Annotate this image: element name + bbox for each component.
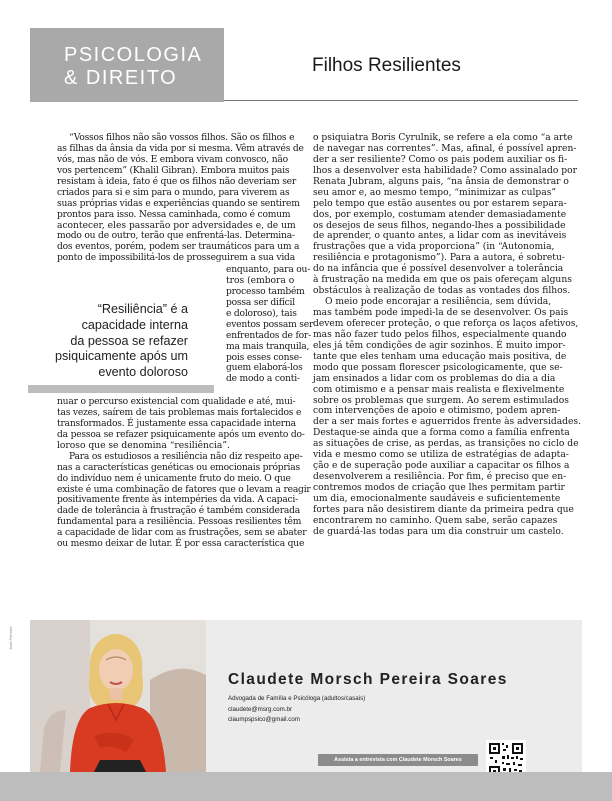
text-line: encontrarem no caminho. Quem sabe, serão capazes [313, 515, 558, 526]
text-line: transformados. É justamente essa capacidade interna [57, 418, 296, 429]
text-line: um dia, emocionalmente saudáveis e suficientemente [313, 493, 561, 504]
text-line: obstáculos à realização de todas as vontades dos filhos. [313, 286, 571, 297]
text-line: resiliência e protagonismo”). Para a autora, é sobretu- [313, 253, 565, 264]
text-line: devem oferecer proteção, o que reforça os laços afetivos, [313, 318, 579, 329]
text-line: vos pertencem” (Khalil Gibran). Embora muitos pais [57, 165, 290, 176]
section-label-line2: & DIREITO [64, 67, 178, 89]
text-line: do na infância que é possível desenvolver a tolerância [313, 264, 564, 275]
text-line: enfrentados de for- [226, 330, 311, 341]
pull-quote-line: capacidade interna [81, 317, 188, 332]
text-line: frustrações que a vida proporciona” (in “Autonomia, [313, 242, 555, 253]
text-line: der a ser resiliente? Como os pais podem auxiliar os fi- [313, 154, 568, 165]
text-line: de aprender, o quanto antes, a lidar com as inevitáveis [313, 231, 567, 242]
text-line: tas vezes, saírem de tais problemas mais fortalecidos e [57, 407, 302, 418]
text-line: mas não fazer tudo pelos filhos, especialmente quando [313, 329, 567, 340]
article-title: Filhos Resilientes [312, 55, 461, 76]
text-line: suas próprias vidas e experiências quando se sentirem [57, 198, 300, 209]
text-line: ção e de superação pode auxiliar a capacitar os filhos a [313, 461, 570, 472]
text-line: eventos possam ser [226, 319, 314, 330]
text-line: de guardá-las todas para um dia construir um castelo. [313, 526, 564, 537]
text-line: dade de tolerância à frustração é também considerada [57, 506, 301, 517]
text-line: acontecer, eles passarão por adversidades e, de um [57, 220, 296, 231]
text-line: a capacidade de lidar com as frustrações, sem se abater [57, 528, 307, 539]
text-line: da pessoa se refazer psiquicamente após um evento do- [57, 429, 305, 440]
text-line: nuar o percurso existencial com qualidade e até, mui- [57, 397, 296, 407]
text-line: pois esses conse- [226, 352, 302, 363]
header-divider [224, 100, 578, 101]
text-line: fortes para não desistirem diante da primeira pedra que [313, 504, 574, 515]
article-column-1-bottom [57, 397, 311, 550]
text-line: do indivíduo nem é unicamente fruto do meio. O que [57, 473, 291, 484]
text-line: vós, mas não de vós. E embora vivam convosco, não [57, 154, 288, 165]
pull-quote-line: da pessoa se refazer [70, 333, 188, 348]
text-line: contremos modos de criação que lhes permitam partir [313, 483, 565, 493]
text-line: possa ser difícil [226, 297, 295, 308]
text-line: com otimismo e a pensar mais realista e flexivelmente [313, 384, 565, 395]
text-line: à frustração na medida em que os pais ofereçam alguns [313, 275, 572, 286]
author-photo-illustration [30, 620, 206, 772]
text-line: de navegar nas correntes”. Mas, afinal, é possível apren- [313, 143, 577, 154]
pull-quote-line: “Resiliência” é a [97, 302, 188, 316]
text-line: pelo tempo que estão ausentes ou por estarem separa- [313, 198, 567, 209]
text-line: ma mais tranquila, [226, 341, 310, 352]
text-line: positivamente frente às intempéries da vida. A capaci- [57, 495, 299, 506]
text-line: sobre os problemas que surgem. Ao serem estimulados [313, 395, 569, 406]
text-line: Para os estudiosos a resiliência não diz respeito ape- [69, 451, 303, 462]
section-label-box [30, 28, 224, 102]
text-line: guem elaborá-los [226, 363, 303, 374]
text-line: lhos a desenvolver esta habilidade? Como assinalado por [313, 165, 577, 176]
author-email-1[interactable]: claudete@msrg.com.br [228, 706, 293, 713]
text-line: jam ensinados a lidar com os problemas do dia a dia [313, 373, 556, 384]
text-line: desenvolverem a resiliência. Por fim, é preciso que en- [313, 472, 567, 483]
article-column-1-top [57, 133, 304, 264]
text-line: loroso que se denomina “resiliência”. [57, 440, 230, 451]
text-line: Destaque-se ainda que a forma como a família enfrenta [313, 428, 570, 439]
text-line: nas a características genéticas ou emocionais próprias [57, 462, 300, 473]
text-line: eles já têm condições de agir sozinhos. É muito impor- [313, 340, 566, 351]
text-line: resistam à ideia, fato é que os filhos não deveriam ser [57, 176, 297, 187]
text-line: modo ou de outro, terão que enfrentá-las. Determina- [57, 231, 295, 242]
text-line: existe é uma combinação de fatores que o levam a reagir [57, 484, 311, 495]
author-role: Advogada de Família e Psicóloga (adultos/casais) [228, 695, 366, 702]
text-line: dos, por exemplo, costumam atender demasiadamente [313, 209, 567, 220]
text-line: dos eventos, porém, podem ser traumáticos para um a [57, 242, 300, 253]
text-line: ponto de impossibilitá-los de prosseguirem a sua vida [57, 253, 295, 264]
text-line: de modo a conti- [226, 374, 300, 385]
text-line: o psiquiatra Boris Cyrulnik, se refere a ela como “a arte [313, 133, 573, 143]
text-line: as filhas da ânsia da vida por si mesma. Vêm através de [57, 143, 304, 154]
text-line: tros (embora o [226, 275, 295, 286]
photo-credit: José Ferreira [8, 626, 13, 650]
text-line: “Vossos filhos não são vossos filhos. São os filhos e [69, 133, 295, 143]
text-line: processo também [226, 286, 305, 297]
section-label-line1: PSICOLOGIA [64, 44, 203, 66]
pull-quote-line: evento doloroso [98, 365, 188, 380]
author-photo [30, 620, 206, 772]
article-column-1-wrap [226, 265, 314, 385]
text-line: Renata Jubram, alguns pais, “na ânsia de demonstrar o [313, 176, 569, 187]
text-line: mas também pode impedi-la de se desenvolver. Os pais [313, 308, 569, 318]
text-line: tante que eles tenham uma educação mais positiva, de [313, 351, 567, 362]
pull-quote-line: psiquicamente após um [54, 349, 188, 364]
text-line: O meio pode encorajar a resiliência, sem dúvida, [325, 297, 552, 308]
text-line: der a ser mais fortes e aguerridos frente às adversidades. [313, 417, 582, 428]
text-line: ou mesmo deixar de lutar. É por essa característica que [57, 539, 305, 550]
footer-bar [0, 772, 612, 801]
author-email-2[interactable]: claumpspsico@gmail.com [228, 716, 300, 723]
text-line: criados para si e sim para o mundo, para viverem as [57, 187, 290, 198]
interview-cta-button[interactable]: Assista a entrevista com Claudete Morsch Soares [318, 754, 478, 766]
pull-quote [28, 302, 188, 381]
text-line: modo que possam florescer psicologicamente, que se- [313, 362, 563, 373]
text-line: fundamental para a resiliência. Pessoas resilientes têm [57, 517, 302, 528]
author-name: Claudete Morsch Pereira Soares [228, 671, 508, 688]
text-line: com intervenções de apoio e otimismo, podem apren- [313, 406, 561, 417]
text-line: vida e mesmo como se utiliza de estratégias de adapta- [313, 450, 569, 461]
text-line: e doloroso), tais [226, 308, 297, 319]
pull-quote-bar [28, 385, 214, 393]
text-line: prontos para isso. Nessa caminhada, como é comum [57, 209, 291, 220]
text-line: as situações de crise, as perdas, as transições no ciclo de [313, 439, 579, 450]
text-line: seu amor e, ao mesmo tempo, “minimizar as culpas” [313, 187, 557, 198]
article-column-2 [313, 133, 581, 538]
text-line: os desejos de seus filhos, negando-lhes a possibilidade [313, 220, 566, 231]
text-line: enquanto, para ou- [226, 265, 311, 275]
